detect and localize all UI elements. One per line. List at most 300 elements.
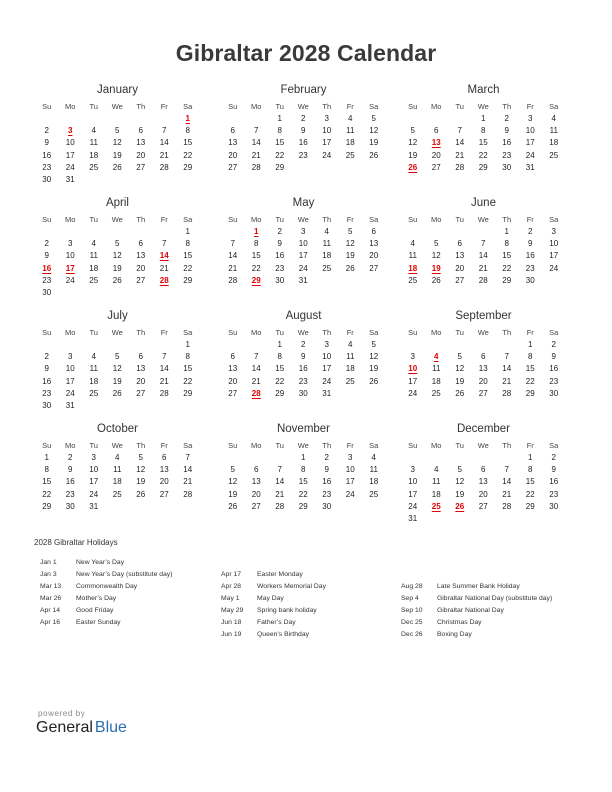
date-cell: 9 bbox=[44, 138, 49, 148]
date-cell: 5 bbox=[410, 126, 415, 136]
date-cell: 9 bbox=[301, 126, 306, 136]
month-name: May bbox=[292, 197, 315, 209]
weekday-header: Th bbox=[502, 328, 512, 337]
date-cell: 22 bbox=[183, 263, 193, 273]
weekday-header: Su bbox=[42, 102, 52, 111]
holiday-date: Sep 4 bbox=[401, 595, 419, 602]
date-cell: 29 bbox=[183, 162, 193, 172]
date-cell: 10 bbox=[408, 477, 418, 487]
weekday-header: Su bbox=[42, 441, 52, 450]
date-cell: 5 bbox=[371, 340, 376, 349]
date-cell: 16 bbox=[549, 364, 559, 374]
date-cell: 19 bbox=[455, 489, 465, 499]
holiday-list-item bbox=[40, 617, 172, 629]
date-cell: 2 bbox=[68, 453, 73, 462]
date-cell: 17 bbox=[408, 489, 418, 499]
holiday-name: Easter Monday bbox=[257, 571, 303, 578]
date-cell: 13 bbox=[159, 465, 169, 475]
date-cell: 29 bbox=[275, 388, 285, 398]
date-cell: 5 bbox=[371, 114, 376, 123]
date-cell: 16 bbox=[298, 138, 308, 148]
holiday-date-cell: 1 bbox=[254, 227, 259, 236]
weekday-header: Th bbox=[136, 215, 146, 224]
date-cell: 13 bbox=[136, 251, 146, 261]
weekday-header: Mo bbox=[251, 215, 262, 224]
date-cell: 31 bbox=[65, 174, 75, 184]
date-cell: 4 bbox=[91, 352, 96, 362]
date-cell: 28 bbox=[183, 489, 193, 499]
date-cell: 24 bbox=[65, 275, 75, 285]
date-cell: 19 bbox=[112, 263, 122, 273]
date-cell: 27 bbox=[251, 501, 261, 511]
date-cell: 2 bbox=[44, 239, 49, 249]
date-cell: 27 bbox=[228, 388, 238, 398]
date-cell: 29 bbox=[525, 388, 535, 398]
date-cell: 30 bbox=[65, 501, 75, 511]
weekday-header: We bbox=[477, 328, 489, 337]
date-cell: 9 bbox=[68, 465, 73, 475]
date-cell: 16 bbox=[322, 477, 332, 487]
holiday-name: Good Friday bbox=[76, 607, 114, 614]
holiday-list-item bbox=[40, 593, 172, 605]
month-november bbox=[221, 422, 386, 513]
date-cell: 8 bbox=[44, 465, 49, 475]
weekday-header: Fr bbox=[346, 102, 354, 111]
page-title: Gibraltar 2028 Calendar bbox=[175, 40, 437, 66]
weekday-header: We bbox=[111, 441, 123, 450]
date-cell: 19 bbox=[136, 477, 146, 487]
date-cell: 23 bbox=[502, 150, 512, 160]
date-cell: 15 bbox=[298, 477, 308, 487]
date-cell: 10 bbox=[298, 239, 308, 249]
month-october bbox=[35, 422, 200, 513]
month-name: April bbox=[105, 197, 129, 209]
holiday-name: Easter Sunday bbox=[76, 619, 121, 626]
weekday-header: Su bbox=[408, 215, 418, 224]
date-cell: 3 bbox=[348, 453, 353, 462]
date-cell: 3 bbox=[410, 352, 415, 362]
date-cell: 30 bbox=[42, 174, 52, 184]
date-cell: 27 bbox=[478, 388, 488, 398]
weekday-header: Th bbox=[136, 328, 146, 337]
date-cell: 5 bbox=[457, 352, 462, 362]
weekday-header: Fr bbox=[526, 102, 534, 111]
date-cell: 29 bbox=[525, 501, 535, 511]
weekday-header: Fr bbox=[160, 102, 168, 111]
date-cell: 3 bbox=[324, 340, 329, 349]
date-cell: 24 bbox=[65, 388, 75, 398]
empty-cell bbox=[82, 226, 106, 238]
holiday-date-cell: 28 bbox=[251, 388, 261, 398]
date-cell: 11 bbox=[346, 126, 355, 136]
month-day-grid bbox=[221, 213, 386, 287]
date-cell: 16 bbox=[65, 477, 75, 487]
date-cell: 6 bbox=[254, 465, 259, 475]
date-cell: 20 bbox=[478, 489, 488, 499]
holiday-list-item bbox=[401, 581, 552, 593]
weekday-header: Mo bbox=[431, 441, 442, 450]
date-cell: 2 bbox=[504, 114, 509, 123]
date-cell: 24 bbox=[322, 376, 332, 386]
date-cell: 3 bbox=[301, 227, 306, 236]
date-cell: 14 bbox=[502, 477, 512, 487]
date-cell: 7 bbox=[481, 239, 486, 249]
weekday-header: Sa bbox=[549, 215, 559, 224]
date-cell: 24 bbox=[298, 263, 308, 273]
date-cell: 17 bbox=[322, 138, 332, 148]
date-cell: 17 bbox=[89, 477, 99, 487]
date-cell: 23 bbox=[322, 489, 332, 499]
date-cell: 20 bbox=[159, 477, 169, 487]
month-day-grid bbox=[401, 439, 566, 525]
date-cell: 6 bbox=[371, 227, 376, 236]
date-cell: 4 bbox=[371, 453, 376, 462]
date-cell: 13 bbox=[136, 364, 146, 374]
month-day-grid bbox=[35, 326, 200, 412]
weekday-header: Su bbox=[228, 102, 238, 111]
holiday-list-item bbox=[40, 569, 172, 581]
month-name: September bbox=[455, 310, 512, 322]
empty-cell bbox=[59, 339, 83, 351]
date-cell: 25 bbox=[549, 150, 559, 160]
weekday-header: Tu bbox=[275, 441, 284, 450]
month-name: August bbox=[285, 310, 322, 322]
date-cell: 2 bbox=[44, 352, 49, 362]
date-cell: 16 bbox=[502, 138, 512, 148]
month-july bbox=[35, 309, 200, 412]
date-cell: 24 bbox=[408, 501, 418, 511]
date-cell: 25 bbox=[89, 388, 99, 398]
date-cell: 20 bbox=[478, 376, 488, 386]
month-name: December bbox=[456, 423, 511, 435]
date-cell: 27 bbox=[228, 162, 238, 172]
date-cell: 21 bbox=[159, 150, 169, 160]
holiday-column-1 bbox=[40, 557, 172, 629]
weekday-header: Su bbox=[228, 328, 238, 337]
date-cell: 6 bbox=[162, 453, 167, 462]
date-cell: 15 bbox=[525, 477, 535, 487]
date-cell: 30 bbox=[549, 388, 559, 398]
date-cell: 14 bbox=[183, 465, 193, 475]
month-day-grid bbox=[221, 100, 386, 174]
month-day-grid bbox=[401, 326, 566, 400]
date-cell: 4 bbox=[348, 114, 353, 123]
date-cell: 12 bbox=[228, 477, 238, 487]
empty-cell bbox=[153, 226, 177, 238]
month-march bbox=[401, 83, 566, 174]
date-cell: 24 bbox=[408, 388, 418, 398]
date-cell: 6 bbox=[230, 126, 235, 136]
date-cell: 27 bbox=[369, 263, 379, 273]
month-september bbox=[401, 309, 566, 400]
holiday-date-cell: 14 bbox=[159, 251, 169, 261]
empty-cell bbox=[425, 226, 449, 238]
date-cell: 26 bbox=[369, 376, 379, 386]
date-cell: 2 bbox=[551, 340, 556, 349]
date-cell: 24 bbox=[345, 489, 355, 499]
date-cell: 4 bbox=[551, 114, 556, 123]
date-cell: 11 bbox=[113, 465, 122, 475]
date-cell: 6 bbox=[457, 239, 462, 249]
date-cell: 22 bbox=[183, 376, 193, 386]
date-cell: 8 bbox=[185, 352, 190, 362]
date-cell: 30 bbox=[549, 501, 559, 511]
holiday-name: Gibraltar National Day (substitute day) bbox=[437, 595, 553, 602]
weekday-header: Mo bbox=[65, 215, 76, 224]
date-cell: 20 bbox=[251, 489, 261, 499]
date-cell: 9 bbox=[551, 352, 556, 362]
empty-cell bbox=[448, 113, 472, 125]
holiday-list-item bbox=[401, 605, 552, 617]
date-cell: 9 bbox=[301, 352, 306, 362]
date-cell: 18 bbox=[369, 477, 379, 487]
holiday-name: New Year’s Day (substitute day) bbox=[76, 571, 173, 578]
holiday-date: Apr 17 bbox=[221, 571, 242, 578]
logo-text-general: General bbox=[36, 719, 93, 736]
holidays-heading: 2028 Gibraltar Holidays bbox=[34, 538, 118, 547]
month-january bbox=[35, 83, 200, 186]
month-name: February bbox=[280, 84, 327, 96]
date-cell: 10 bbox=[65, 138, 75, 148]
date-cell: 15 bbox=[502, 251, 512, 261]
date-cell: 22 bbox=[251, 263, 261, 273]
holiday-name: Gibraltar National Day bbox=[437, 607, 504, 614]
month-day-grid bbox=[35, 439, 200, 513]
weekday-header: We bbox=[111, 328, 123, 337]
weekday-header: Th bbox=[502, 215, 512, 224]
date-cell: 27 bbox=[478, 501, 488, 511]
date-cell: 29 bbox=[502, 275, 512, 285]
holiday-date: Jun 18 bbox=[221, 619, 242, 626]
date-cell: 3 bbox=[551, 227, 556, 236]
weekday-header: Sa bbox=[183, 441, 193, 450]
weekday-header: Su bbox=[228, 215, 238, 224]
date-cell: 13 bbox=[369, 239, 379, 249]
date-cell: 18 bbox=[112, 477, 122, 487]
weekday-header: Fr bbox=[346, 328, 354, 337]
holiday-date: Jun 19 bbox=[221, 631, 242, 638]
date-cell: 29 bbox=[275, 162, 285, 172]
weekday-header: We bbox=[111, 215, 123, 224]
date-cell: 10 bbox=[322, 352, 332, 362]
date-cell: 5 bbox=[348, 227, 353, 236]
holiday-date-cell: 28 bbox=[159, 275, 169, 285]
weekday-header: Mo bbox=[431, 215, 442, 224]
weekday-header: Sa bbox=[183, 328, 193, 337]
month-day-grid bbox=[35, 100, 200, 186]
weekday-header: Tu bbox=[89, 441, 98, 450]
holiday-date-cell: 29 bbox=[251, 275, 261, 285]
date-cell: 21 bbox=[159, 263, 169, 273]
weekday-header: We bbox=[111, 102, 123, 111]
holiday-date-cell: 18 bbox=[408, 263, 418, 273]
empty-cell bbox=[425, 452, 449, 464]
month-december bbox=[401, 422, 566, 525]
date-cell: 10 bbox=[322, 126, 332, 136]
holiday-date-cell: 16 bbox=[42, 263, 52, 273]
empty-cell bbox=[425, 113, 449, 125]
date-cell: 7 bbox=[457, 126, 462, 136]
date-cell: 14 bbox=[502, 364, 512, 374]
weekday-header: Su bbox=[42, 215, 52, 224]
date-cell: 22 bbox=[275, 150, 285, 160]
weekday-header: Fr bbox=[160, 441, 168, 450]
date-cell: 19 bbox=[408, 150, 418, 160]
date-cell: 9 bbox=[528, 239, 533, 249]
date-cell: 10 bbox=[65, 364, 75, 374]
date-cell: 11 bbox=[322, 239, 331, 249]
date-cell: 3 bbox=[410, 465, 415, 475]
date-cell: 2 bbox=[528, 227, 533, 236]
date-cell: 18 bbox=[322, 251, 332, 261]
date-cell: 8 bbox=[301, 465, 306, 475]
holiday-name: Late Summer Bank Holiday bbox=[437, 583, 520, 590]
date-cell: 17 bbox=[65, 150, 75, 160]
holiday-list-item bbox=[401, 593, 552, 605]
date-cell: 21 bbox=[275, 489, 285, 499]
date-cell: 31 bbox=[322, 388, 332, 398]
holiday-date: Apr 14 bbox=[40, 607, 61, 614]
weekday-header: Sa bbox=[549, 328, 559, 337]
date-cell: 14 bbox=[275, 477, 285, 487]
holiday-date: Apr 28 bbox=[221, 583, 242, 590]
date-cell: 23 bbox=[42, 388, 52, 398]
holiday-date: May 1 bbox=[221, 595, 240, 602]
weekday-header: Tu bbox=[275, 215, 284, 224]
date-cell: 1 bbox=[44, 453, 49, 462]
holiday-date: Mar 13 bbox=[40, 583, 62, 590]
weekday-header: Tu bbox=[275, 102, 284, 111]
month-february bbox=[221, 83, 386, 174]
date-cell: 1 bbox=[504, 227, 509, 236]
date-cell: 4 bbox=[410, 239, 415, 249]
date-cell: 30 bbox=[275, 275, 285, 285]
date-cell: 17 bbox=[65, 376, 75, 386]
date-cell: 15 bbox=[478, 138, 488, 148]
weekday-header: Fr bbox=[526, 215, 534, 224]
date-cell: 26 bbox=[112, 162, 122, 172]
date-cell: 28 bbox=[228, 275, 238, 285]
holiday-name: New Year’s Day bbox=[76, 559, 125, 566]
date-cell: 19 bbox=[369, 138, 379, 148]
empty-cell bbox=[472, 226, 496, 238]
generalblue-logo[interactable] bbox=[36, 719, 127, 737]
date-cell: 15 bbox=[183, 138, 193, 148]
date-cell: 23 bbox=[525, 263, 535, 273]
empty-cell bbox=[153, 339, 177, 351]
month-name: June bbox=[471, 197, 496, 209]
month-name: November bbox=[276, 423, 331, 435]
date-cell: 9 bbox=[44, 251, 49, 261]
date-cell: 7 bbox=[162, 352, 167, 362]
date-cell: 12 bbox=[408, 138, 418, 148]
empty-cell bbox=[82, 113, 106, 125]
weekday-header: We bbox=[297, 441, 309, 450]
date-cell: 12 bbox=[136, 465, 146, 475]
weekday-header: Su bbox=[42, 328, 52, 337]
date-cell: 20 bbox=[228, 376, 238, 386]
holiday-date: Dec 25 bbox=[401, 619, 423, 626]
date-cell: 1 bbox=[277, 114, 282, 123]
date-cell: 12 bbox=[369, 126, 379, 136]
date-cell: 31 bbox=[298, 275, 308, 285]
date-cell: 6 bbox=[138, 239, 143, 249]
holiday-date-cell: 1 bbox=[185, 114, 190, 123]
holiday-list-item bbox=[221, 605, 326, 617]
date-cell: 27 bbox=[431, 162, 441, 172]
date-cell: 9 bbox=[277, 239, 282, 249]
date-cell: 24 bbox=[525, 150, 535, 160]
date-cell: 4 bbox=[91, 239, 96, 249]
date-cell: 21 bbox=[183, 477, 193, 487]
empty-cell bbox=[129, 226, 153, 238]
date-cell: 16 bbox=[549, 477, 559, 487]
date-cell: 5 bbox=[115, 239, 120, 249]
date-cell: 8 bbox=[504, 239, 509, 249]
empty-cell bbox=[245, 452, 269, 464]
holiday-date: Apr 16 bbox=[40, 619, 61, 626]
date-cell: 2 bbox=[44, 126, 49, 136]
empty-cell bbox=[245, 339, 269, 351]
date-cell: 12 bbox=[112, 138, 122, 148]
date-cell: 12 bbox=[455, 364, 465, 374]
holiday-date-cell: 13 bbox=[431, 138, 441, 148]
date-cell: 18 bbox=[89, 150, 99, 160]
month-day-grid bbox=[35, 213, 200, 299]
date-cell: 26 bbox=[455, 388, 465, 398]
month-april bbox=[35, 196, 200, 299]
date-cell: 25 bbox=[89, 162, 99, 172]
holiday-list-item bbox=[221, 593, 326, 605]
date-cell: 19 bbox=[345, 251, 355, 261]
date-cell: 22 bbox=[298, 489, 308, 499]
date-cell: 18 bbox=[89, 376, 99, 386]
date-cell: 2 bbox=[301, 340, 306, 349]
date-cell: 6 bbox=[481, 465, 486, 475]
weekday-header: We bbox=[297, 215, 309, 224]
holiday-date: May 29 bbox=[221, 607, 244, 614]
empty-cell bbox=[59, 226, 83, 238]
date-cell: 17 bbox=[298, 251, 308, 261]
empty-cell bbox=[221, 113, 245, 125]
holiday-list-item bbox=[221, 617, 326, 629]
date-cell: 4 bbox=[115, 453, 120, 462]
date-cell: 21 bbox=[478, 263, 488, 273]
date-cell: 3 bbox=[91, 453, 96, 462]
date-cell: 23 bbox=[275, 263, 285, 273]
date-cell: 7 bbox=[277, 465, 282, 475]
date-cell: 26 bbox=[228, 501, 238, 511]
date-cell: 15 bbox=[275, 364, 285, 374]
holiday-list-item bbox=[221, 629, 326, 641]
holiday-name: May Day bbox=[257, 595, 284, 602]
empty-cell bbox=[268, 452, 292, 464]
date-cell: 25 bbox=[322, 263, 332, 273]
empty-cell bbox=[245, 113, 269, 125]
empty-cell bbox=[129, 339, 153, 351]
weekday-header: Sa bbox=[549, 102, 559, 111]
date-cell: 19 bbox=[228, 489, 238, 499]
date-cell: 12 bbox=[112, 251, 122, 261]
date-cell: 3 bbox=[68, 352, 73, 362]
date-cell: 15 bbox=[42, 477, 52, 487]
date-cell: 20 bbox=[136, 376, 146, 386]
holiday-date-cell: 26 bbox=[408, 162, 418, 172]
date-cell: 25 bbox=[112, 489, 122, 499]
empty-cell bbox=[401, 113, 425, 125]
month-day-grid bbox=[401, 100, 566, 174]
date-cell: 13 bbox=[228, 138, 238, 148]
